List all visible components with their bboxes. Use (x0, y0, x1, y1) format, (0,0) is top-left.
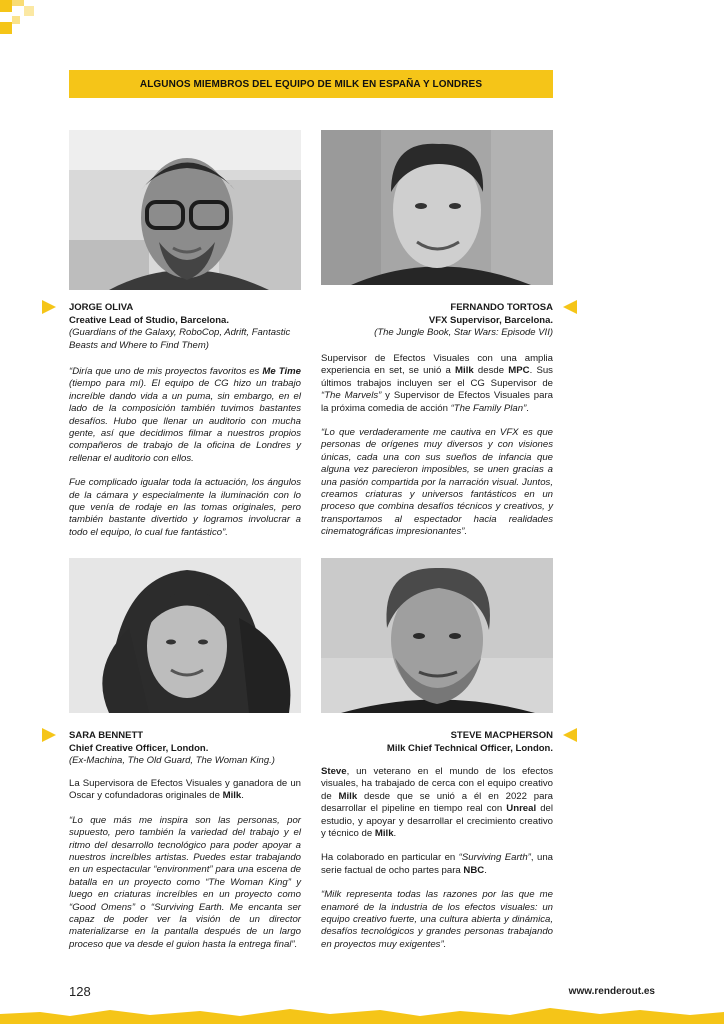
jorge-oliva-text (69, 366, 301, 551)
member-name: STEVE MACPHERSON (450, 730, 553, 741)
corner-pixel-decoration (12, 0, 24, 6)
steve-macpherson-text (321, 766, 553, 963)
corner-pixel-decoration (0, 0, 12, 12)
steve-macpherson-caption (321, 730, 553, 755)
footer-wave-decoration (0, 1000, 724, 1024)
corner-pixel-decoration (12, 16, 20, 24)
fernando-tortosa-caption (321, 302, 553, 340)
fernando-tortosa-photo (321, 130, 553, 285)
member-role: VFX Supervisor, Barcelona. (428, 314, 553, 326)
quote-paragraph: Fue complicado igualar toda la actuación, los ángulos de la cámara y especialmente la iluminación con lo que venía de rodaje en las tomas originales, pero también bastante divertido y logramos involucrar a todo el equipo, lo cual fue fantástico”. (69, 477, 301, 538)
fernando-tortosa-text (321, 353, 553, 551)
quote-paragraph: “Lo que verdaderamente me cautiva en VFX es que personas de orígenes muy diversos y con visiones únicas, cada una con sus sueños de infancia que alguna vez parecieron imposibles, se unen gracias a una pasión compartida por la narración visual. Juntos, creamos criaturas y universos fantásticos en un proceso que combina desafíos técnicos y creativos, y transportamos al espectador hacia realidades cinematográficas impresionantes”. (321, 427, 553, 538)
quote-paragraph: “Lo que más me inspira son las personas, por supuesto, pero también la variedad del trabajo y el ritmo del desarrollo tecnológico para poder apoyar a nuestros increíbles artistas. Puedes estar trabajando en un espectacular “environment” para una escena de batalla en un proyecto como “The Woman King” y luego en criaturas increíbles en un proyecto como “Good Omens” o “Surviving Earth. Me encanta ser capaz de poder ver la visión de un director materializarse en la pantalla después de un largo proceso que va desde el guion hasta la entrega final”. (69, 814, 301, 950)
pointer-triangle-icon (563, 300, 577, 314)
page-number: 128 (69, 984, 91, 999)
pointer-triangle-icon (42, 300, 56, 314)
steve-macpherson-photo (321, 558, 553, 713)
pointer-triangle-icon (563, 728, 577, 742)
bio-paragraph: Ha colaborado en particular en “Surviving Earth”, una serie factual de ocho partes para NBC. (321, 852, 553, 876)
member-role: Creative Lead of Studio, Barcelona. (69, 314, 229, 326)
member-credits: (The Jungle Book, Star Wars: Episode VII) (374, 327, 553, 338)
bio-paragraph: La Supervisora de Efectos Visuales y ganadora de un Oscar y cofundadoras originales de Milk. (69, 778, 301, 802)
jorge-oliva-caption (69, 302, 301, 352)
pointer-triangle-icon (42, 728, 56, 742)
website-link[interactable]: www.renderout.es (568, 986, 655, 997)
section-banner: ALGUNOS MIEMBROS DEL EQUIPO DE MILK EN ESPAÑA Y LONDRES (69, 70, 553, 98)
sara-bennett-caption (69, 730, 301, 768)
corner-pixel-decoration (0, 22, 12, 34)
member-role: Chief Creative Officer, London. (69, 742, 209, 754)
quote-paragraph: “Diría que uno de mis proyectos favoritos es Me Time (tiempo para mí). El equipo de CG hizo un trabajo increíble dando vida a un puma, sin embargo, en el lado de la composición también tuvimos bastantes desafíos. Hubo que llenar un auditorio con mucha gente, así que decidimos filmar a nuestros propios compañeros de trabajo de la oficina de Londres y rellenar el auditorio con ellos. (69, 366, 301, 464)
jorge-oliva-photo (69, 130, 301, 290)
member-credits: (Guardians of the Galaxy, RoboCop, Adrift, Fantastic Beasts and Where to Find Them) (69, 327, 291, 351)
member-credits: (Ex-Machina, The Old Guard, The Woman King.) (69, 755, 275, 766)
bio-paragraph: Steve, un veterano en el mundo de los efectos visuales, ha trabajado de cerca con el equipo creativo de Milk desde que se unió a él en 2022 para desarrollar el pipeline en tiempo real con Unreal del estudio, y apoyar y desarrollar el crecimiento creativo y técnico de Milk. (321, 766, 554, 840)
corner-pixel-decoration (24, 6, 34, 16)
member-name: JORGE OLIVA (69, 302, 134, 313)
member-name: SARA BENNETT (69, 730, 144, 741)
sara-bennett-photo (69, 558, 301, 713)
bio-paragraph: Supervisor de Efectos Visuales con una amplia experiencia en set, se unió a Milk desde MPC. Sus últimos trabajos incluyen ser el CG Supervisor de “The Marvels” y Supervisor de Efectos Visuales para la próxima comedia de acción “The Family Plan”. (321, 353, 553, 414)
sara-bennett-text (69, 778, 301, 963)
member-name: FERNANDO TORTOSA (450, 302, 553, 313)
quote-paragraph: “Milk representa todas las razones por las que me enamoré de la industria de los efectos visuales: un equipo creativo fuerte, una cultura abierta y dinámica, desafíos tecnológicos y grandes personas trabajando en proyectos muy exigentes”. (321, 889, 553, 950)
member-role: Milk Chief Technical Officer, London. (386, 742, 553, 754)
